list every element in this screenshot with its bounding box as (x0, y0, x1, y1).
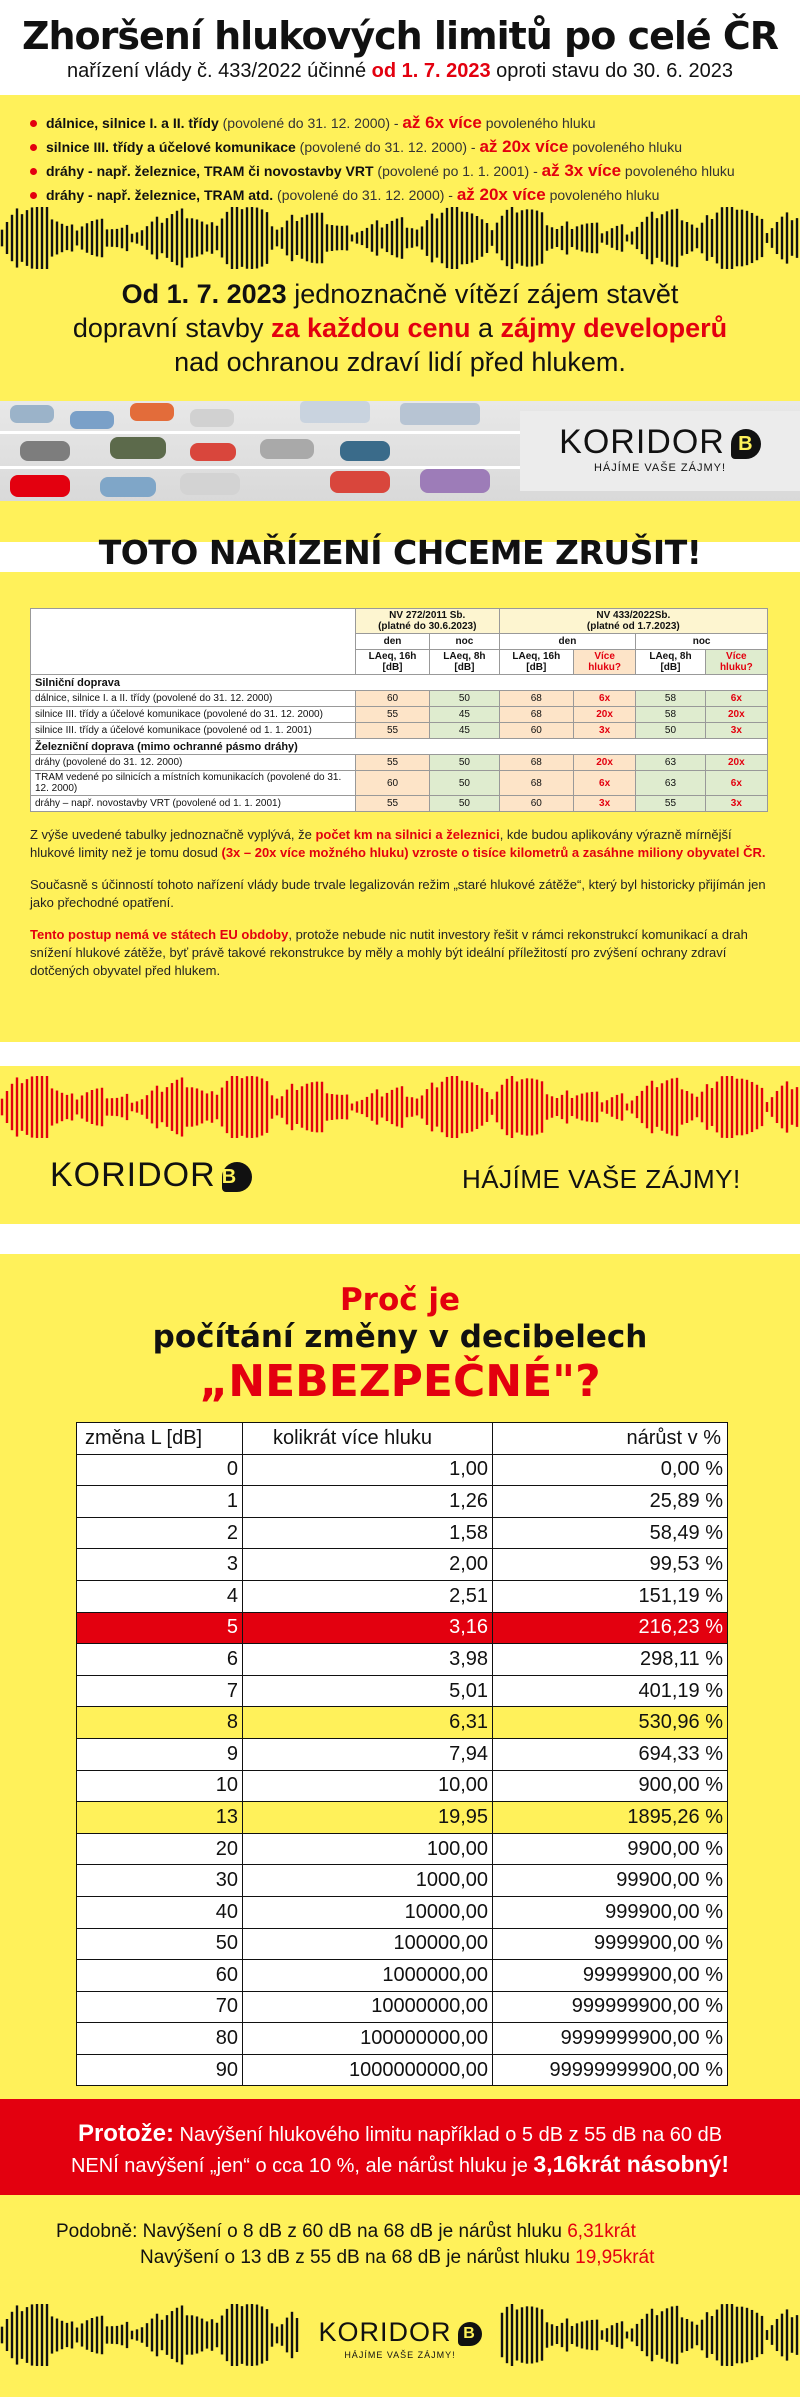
limits-table (30, 608, 768, 812)
table-cell: 60 (499, 796, 573, 812)
table-cell: 4 (77, 1580, 243, 1612)
table-cell: 20x (573, 707, 635, 723)
table-cell: 216,23 % (493, 1612, 728, 1644)
bullet-item (30, 135, 800, 159)
table-row (77, 1707, 728, 1739)
table-cell: 55 (355, 796, 429, 812)
table-cell: 298,11 % (493, 1644, 728, 1676)
table-cell: 50 (430, 691, 499, 707)
table-cell: 68 (499, 755, 573, 771)
den-header: den (355, 634, 429, 650)
more-noise-header-2: Více hluku? (705, 650, 767, 675)
table-section-label: Železniční doprava (mimo ochranné pásmo dráhy) (31, 739, 768, 755)
table-cell: 20x (705, 755, 767, 771)
similar-text: Podobně: Navýšení o 8 dB z 60 dB na 68 dB je nárůst hluku 6,31krát Navýšení o 13 dB z 55 dB na 68 dB je nárůst hluku 19,95krát (56, 2221, 655, 2268)
table-cell: 1000000000,00 (242, 2054, 492, 2086)
table-row (77, 1991, 728, 2023)
table-cell: 45 (430, 707, 499, 723)
because-label: Protože: (77, 2120, 174, 2147)
table-cell: 3x (573, 796, 635, 812)
koridor-b-icon: B (458, 2322, 482, 2346)
table-cell: 1895,26 % (493, 1802, 728, 1834)
sound-wave-graphic-2 (0, 1076, 800, 1138)
column-header: nárůst v % (493, 1423, 728, 1455)
table-cell: 68 (499, 691, 573, 707)
bullet-part-c: až 6x více (402, 113, 482, 132)
nv1-header: NV 272/2011 Sb. (platné do 30.6.2023) (355, 609, 499, 634)
more-noise-header: Více hluku? (573, 650, 635, 675)
brand-slogan-2: HÁJÍME VAŠE ZÁJMY! (462, 1164, 741, 1194)
table-cell: 50 (636, 723, 705, 739)
table-row (31, 691, 768, 707)
table-cell: 30 (77, 1865, 243, 1897)
brand-logo (520, 423, 800, 462)
table-row (31, 723, 768, 739)
table-row (77, 1738, 728, 1770)
table-row (77, 1833, 728, 1865)
bullet-part-c: až 3x více (541, 161, 622, 180)
cars-illustration (0, 391, 520, 501)
table-cell: 50 (430, 771, 499, 796)
table-row (77, 1454, 728, 1486)
table-row (31, 771, 768, 796)
bullet-part-b: (povolené po 1. 1. 2001) - (373, 163, 542, 179)
laeq8-header: LAeq, 8h [dB] (430, 650, 499, 675)
claim-line2b: za každou cenu (270, 313, 471, 343)
table-cell: 20x (573, 755, 635, 771)
table-cell: 1,26 (242, 1486, 492, 1518)
table-cell: 99,53 % (493, 1549, 728, 1581)
table-cell: 50 (430, 796, 499, 812)
table-row (77, 2054, 728, 2086)
question-line1: Proč je (339, 1282, 461, 1318)
claim-line2a: dopravní stavby (72, 313, 271, 343)
table-cell: 3 (77, 1549, 243, 1581)
table-cell: 1,00 (242, 1454, 492, 1486)
table-cell: 99999999900,00 % (493, 2054, 728, 2086)
table-cell: 50 (430, 755, 499, 771)
table-cell: 19,95 (242, 1802, 492, 1834)
table-cell: 401,19 % (493, 1675, 728, 1707)
brand-name: KORIDOR (559, 423, 725, 461)
table-cell: 63 (636, 771, 705, 796)
table-section-label: Silniční doprava (31, 675, 768, 691)
claim-line2c: a (470, 313, 501, 343)
table-cell: 694,33 % (493, 1738, 728, 1770)
table-cell: 10000,00 (242, 1896, 492, 1928)
table-cell: 5 (77, 1612, 243, 1644)
table-cell: 151,19 % (493, 1580, 728, 1612)
table-row (77, 1865, 728, 1897)
table-row (31, 755, 768, 771)
bullet-part-c: až 20x více (479, 137, 569, 156)
table-cell: 55 (636, 796, 705, 812)
table-cell: TRAM vedené po silnicích a místních komunikacích (povolené do 31. 12. 2000) (31, 771, 356, 796)
table-cell: 55 (355, 723, 429, 739)
nv2-header: NV 433/2022Sb. (platné od 1.7.2023) (499, 609, 767, 634)
table-cell: 5,01 (242, 1675, 492, 1707)
claim-date: Od 1. 7. 2023 (121, 279, 287, 309)
bullet-part-d: povoleného hluku (545, 187, 660, 203)
table-row (31, 707, 768, 723)
table-cell: 6 (77, 1644, 243, 1676)
table-cell: 0 (77, 1454, 243, 1486)
brand-logo-2: KORIDOR B (50, 1156, 252, 1195)
table-cell: 99900,00 % (493, 1865, 728, 1897)
bullet-list (0, 95, 800, 207)
subtitle (0, 60, 800, 83)
table-cell: 45 (430, 723, 499, 739)
table-cell: 70 (77, 1991, 243, 2023)
because-line2: NENÍ navýšení „jen“ o cca 10 %, ale nárůst hluku je (70, 2155, 534, 2177)
because-emphasis: 3,16krát násobný! (533, 2151, 730, 2177)
bullet-part-b: (povolené do 31. 12. 2000) - (295, 139, 480, 155)
bullet-item (30, 183, 800, 207)
table-row (77, 1675, 728, 1707)
table-cell: 1 (77, 1486, 243, 1518)
table-cell: 1000000,00 (242, 1960, 492, 1992)
table-row (77, 1486, 728, 1518)
table-cell: 3,16 (242, 1612, 492, 1644)
brand-box (520, 411, 800, 491)
table-cell: 100000,00 (242, 1928, 492, 1960)
table-row (77, 1960, 728, 1992)
table-cell: 2 (77, 1517, 243, 1549)
table-cell: 3,98 (242, 1644, 492, 1676)
table-cell: 6,31 (242, 1707, 492, 1739)
table-cell: 7,94 (242, 1738, 492, 1770)
table-cell: 60 (355, 771, 429, 796)
table-row (77, 1612, 728, 1644)
table-cell: 10,00 (242, 1770, 492, 1802)
bullet-part-d: povoleného hluku (621, 163, 735, 179)
because-line1: Navýšení hlukového limitu například o 5 dB z 55 dB na 60 dB (173, 2124, 723, 2146)
claim-line1: jednoznačně vítězí zájem stavět (286, 279, 679, 309)
table-cell: 6x (573, 691, 635, 707)
table-cell: 20 (77, 1833, 243, 1865)
brand-footer (0, 2317, 800, 2360)
table-cell: 3x (705, 723, 767, 739)
noc-header-2: noc (636, 634, 768, 650)
table-cell: 7 (77, 1675, 243, 1707)
table-cell: 99999900,00 % (493, 1960, 728, 1992)
table-row (77, 1928, 728, 1960)
bullet-part-a: dráhy - např. železnice, TRAM atd. (46, 187, 274, 203)
table-row (77, 1770, 728, 1802)
bullet-part-d: povoleného hluku (481, 115, 596, 131)
subtitle-text-end: oproti stavu do 30. 6. 2023 (490, 60, 734, 82)
table-cell: 20x (705, 707, 767, 723)
claim-text (0, 277, 800, 379)
table-cell: 2,51 (242, 1580, 492, 1612)
table-cell: 9999999900,00 % (493, 2023, 728, 2055)
limits-section (0, 572, 800, 1042)
noc-header: noc (430, 634, 499, 650)
table-row (77, 2023, 728, 2055)
table-cell: 90 (77, 2054, 243, 2086)
subtitle-text: nařízení vlády č. 433/2022 účinné (66, 60, 372, 82)
poster-top (0, 0, 800, 572)
bullet-part-a: dráhy - např. železnice, TRAM či novostavby VRT (46, 163, 374, 179)
table-cell: 9900,00 % (493, 1833, 728, 1865)
bullet-part-b: (povolené do 31. 12. 2000) - (273, 187, 457, 203)
koridor-b-icon: B (222, 1162, 252, 1192)
table-corner (31, 609, 356, 675)
brand-slogan: HÁJÍME VAŠE ZÁJMY! (593, 462, 727, 474)
table-cell: 9999900,00 % (493, 1928, 728, 1960)
because-banner (0, 2099, 800, 2195)
table-cell: dráhy – např. novostavby VRT (povolené od 1. 1. 2001) (31, 796, 356, 812)
table-cell: 68 (499, 707, 573, 723)
table-cell: 63 (636, 755, 705, 771)
table-cell: 1000,00 (242, 1865, 492, 1897)
table-cell: dálnice, silnice I. a II. třídy (povolené do 31. 12. 2000) (31, 691, 356, 707)
table-cell: 50 (77, 1928, 243, 1960)
table-cell: 40 (77, 1896, 243, 1928)
den-header-2: den (499, 634, 636, 650)
table-row (31, 796, 768, 812)
table-cell: 55 (355, 707, 429, 723)
subtitle-date: od 1. 7. 2023 (371, 60, 491, 82)
table-cell: 6x (573, 771, 635, 796)
bullet-part-a: dálnice, silnice I. a II. třídy (46, 115, 219, 131)
brand-logo-3: KORIDOR B (0, 2317, 800, 2348)
table-cell: 60 (77, 1960, 243, 1992)
table-cell: 100,00 (242, 1833, 492, 1865)
cancel-call: TOTO NAŘÍZENÍ CHCEME ZRUŠIT! (98, 533, 702, 572)
header (0, 0, 800, 95)
table-cell: 60 (355, 691, 429, 707)
bullet-part-b: (povolené do 31. 12. 2000) - (218, 115, 403, 131)
table-cell: 1,58 (242, 1517, 492, 1549)
table-cell: 6x (705, 771, 767, 796)
table-row (77, 1517, 728, 1549)
table-cell: 80 (77, 2023, 243, 2055)
table-cell: silnice III. třídy a účelové komunikace (povolené od 1. 1. 2001) (31, 723, 356, 739)
table-cell: 9 (77, 1738, 243, 1770)
table-cell: dráhy (povolené do 31. 12. 2000) (31, 755, 356, 771)
table-cell: 3x (573, 723, 635, 739)
table-cell: 58 (636, 691, 705, 707)
sound-wave-graphic (0, 207, 800, 269)
table-cell: 13 (77, 1802, 243, 1834)
table-cell: 8 (77, 1707, 243, 1739)
decibel-section (0, 1254, 800, 2397)
table-cell: 3x (705, 796, 767, 812)
table-cell: 10 (77, 1770, 243, 1802)
bullet-part-c: až 20x více (456, 185, 546, 204)
laeq16-header: LAeq, 16h [dB] (355, 650, 429, 675)
table-row (77, 1549, 728, 1581)
table-cell: 2,00 (242, 1549, 492, 1581)
table-cell: 25,89 % (493, 1486, 728, 1518)
table-cell: 900,00 % (493, 1770, 728, 1802)
question-line3: „NEBEZPEČNÉ"? (199, 1356, 601, 1407)
paragraph-1: Z výše uvedené tabulky jednoznačně vyplývá, že počet km na silnici a železnici, kde budou aplikovány výrazně mírnější hlukové limity než je tomu dosud (3x – 20x více možného hluku) vzroste o tisíce kilometrů a zasáhne miliony obyvatel ČR. (30, 827, 766, 860)
traffic-illustration (0, 391, 800, 501)
table-cell: 58,49 % (493, 1517, 728, 1549)
table-cell: 60 (499, 723, 573, 739)
bullet-item (30, 159, 800, 183)
table-row (77, 1802, 728, 1834)
table-cell: 0,00 % (493, 1454, 728, 1486)
claim-line2d: zájmy developerů (500, 313, 728, 343)
paragraph-3: Tento postup nemá ve státech EU obdoby, protože nebude nic nutit investory řešit v rámci rekonstrukcí komunikací a drah snížení hlukové zátěže, byť právě takové rekonstrukce by měly a mohly být ideální příležitostí pro zvýšení ochrany zdraví dotčených obyvatel před hlukem. (30, 927, 748, 978)
brand-banner (0, 1066, 800, 1224)
table-cell: 10000000,00 (242, 1991, 492, 2023)
table-cell: 999900,00 % (493, 1896, 728, 1928)
table-cell: 999999900,00 % (493, 1991, 728, 2023)
question-line2: počítání změny v decibelech (152, 1319, 648, 1355)
koridor-b-icon: B (731, 429, 761, 459)
table-cell: 68 (499, 771, 573, 796)
table-cell: 6x (705, 691, 767, 707)
column-header: změna L [dB] (77, 1423, 243, 1455)
bullet-part-a: silnice III. třídy a účelové komunikace (46, 139, 296, 155)
table-cell: 530,96 % (493, 1707, 728, 1739)
table-cell: silnice III. třídy a účelové komunikace (povolené do 31. 12. 2000) (31, 707, 356, 723)
page-title: Zhoršení hlukových limitů po celé ČR (21, 14, 779, 58)
brand-slogan-3: HÁJÍME VAŠE ZÁJMY! (344, 2350, 456, 2360)
column-header: kolikrát více hluku (242, 1423, 492, 1455)
laeq16-header-2: LAeq, 16h [dB] (499, 650, 573, 675)
bullet-part-d: povoleného hluku (568, 139, 682, 155)
table-row (77, 1896, 728, 1928)
table-cell: 100000000,00 (242, 2023, 492, 2055)
laeq8-header-2: LAeq, 8h [dB] (636, 650, 705, 675)
bullet-item (30, 111, 800, 135)
table-row (77, 1644, 728, 1676)
table-cell: 55 (355, 755, 429, 771)
claim-line3: nad ochranou zdraví lidí před hlukem. (174, 347, 626, 377)
table-cell: 58 (636, 707, 705, 723)
paragraph-2: Současně s účinností tohoto nařízení vlády bude trvale legalizován režim „staré hlukové zátěže“, který byl historicky přijímán jen jako přechodné opatření. (30, 877, 766, 910)
table-row (77, 1580, 728, 1612)
decibel-table (76, 1422, 728, 2086)
